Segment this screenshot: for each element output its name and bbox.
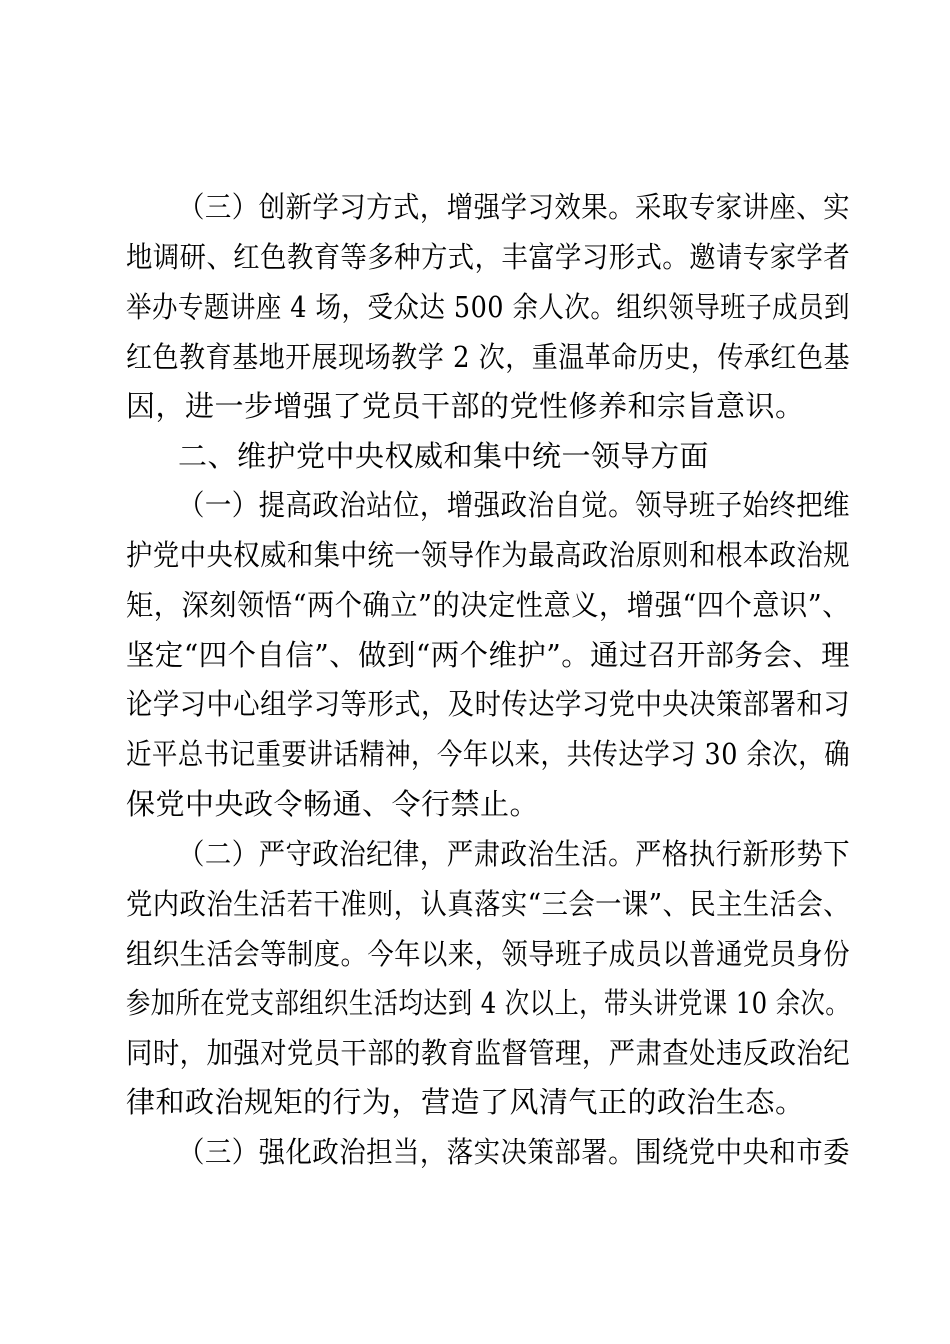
text-line: （一）提高政治站位，增强政治自觉。领导班子始终把维 [178, 488, 851, 522]
text-line: 党内政治生活若干准则，认真落实“三会一课”、民主生活会、 [126, 887, 851, 921]
text-line: 近平总书记重要讲话精神，今年以来，共传达学习 30 余次，确 [126, 737, 851, 771]
text-line: 组织生活会等制度。今年以来，领导班子成员以普通党员身份 [126, 937, 851, 971]
text-line: 矩，深刻领悟“两个确立”的决定性意义，增强“四个意识”、 [126, 588, 850, 622]
text-line: 护党中央权威和集中统一领导作为最高政治原则和根本政治规 [126, 538, 851, 572]
text-line: 坚定“四个自信”、做到“两个维护”。通过召开部务会、理 [126, 638, 850, 672]
text-line: 参加所在党支部组织生活均达到 4 次以上，带头讲党课 10 余次。 [126, 986, 851, 1020]
text-line: （三）创新学习方式，增强学习效果。采取专家讲座、实 [178, 190, 851, 224]
text-line: （三）强化政治担当，落实决策部署。围绕党中央和市委 [178, 1135, 851, 1169]
text-line: 论学习中心组学习等形式，及时传达学习党中央决策部署和习 [126, 687, 851, 721]
text-line: （二）严守政治纪律，严肃政治生活。严格执行新形势下 [178, 837, 851, 871]
text-line: 举办专题讲座 4 场，受众达 500 余人次。组织领导班子成员到 [126, 290, 850, 324]
text-line: 同时，加强对党员干部的教育监督管理，严肃查处违反政治纪 [126, 1036, 851, 1070]
section-heading: 二、维护党中央权威和集中统一领导方面 [178, 439, 710, 473]
text-line: 地调研、红色教育等多种方式，丰富学习形式。邀请专家学者 [126, 240, 851, 274]
text-line: 保党中央政令畅通、令行禁止。 [126, 787, 540, 821]
text-line: 红色教育基地开展现场教学 2 次，重温革命历史，传承红色基 [126, 340, 850, 374]
text-line: 因，进一步增强了党员干部的党性修养和宗旨意识。 [126, 389, 805, 423]
text-line: 律和政治规矩的行为，营造了风清气正的政治生态。 [126, 1085, 805, 1119]
